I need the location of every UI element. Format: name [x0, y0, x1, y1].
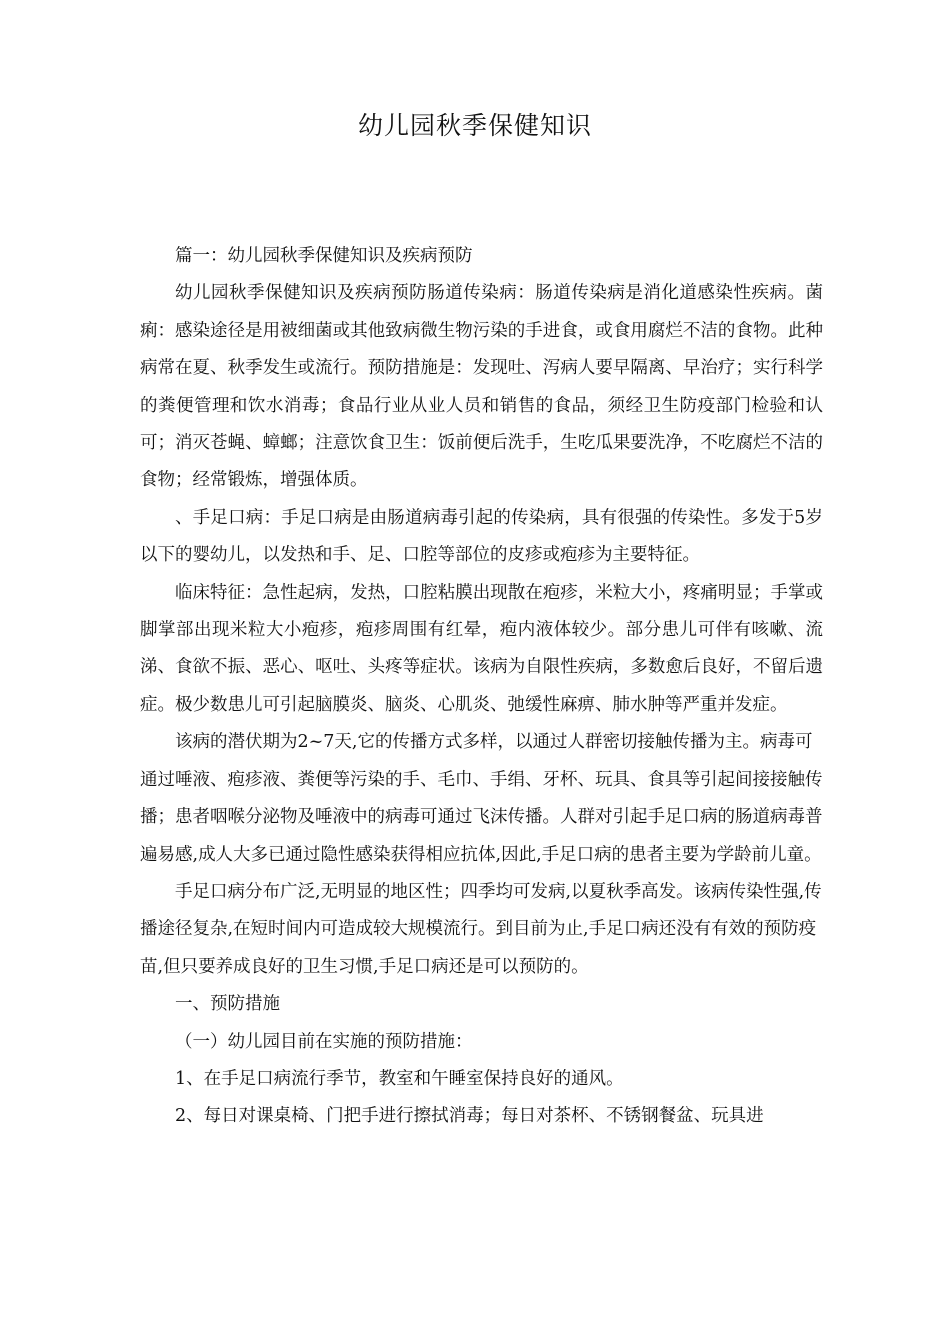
paragraph-hand-foot-mouth-intro: 、手足口病：手足口病是由肠道病毒引起的传染病，具有很强的传染性。多发于5岁以下的婴幼儿，以发热和手、足、口腔等部位的皮疹或疱疹为主要特征。	[140, 507, 823, 566]
list-item-ventilation: 1、在手足口病流行季节，教室和午睡室保持良好的通风。	[175, 1068, 624, 1089]
document-body	[140, 238, 823, 1136]
paragraph-clinical-features: 临床特征：急性起病，发热，口腔粘膜出现散在疱疹，米粒大小，疼痛明显；手掌或脚掌部出现米粒大小疱疹，疱疹周围有红晕，疱内液体较少。部分患儿可伴有咳嗽、流涕、食欲不振、恶心、呕吐、头疼等症状。该病为自限性疾病，多数愈后良好，不留后遗症。极少数患儿可引起脑膜炎、脑炎、心肌炎、弛缓性麻痹、肺水肿等严重并发症。	[140, 582, 823, 715]
paragraph-incubation-transmission: 该病的潜伏期为2~7天,它的传播方式多样，以通过人群密切接触传播为主。病毒可通过唾液、疱疹液、粪便等污染的手、毛巾、手绢、牙杯、玩具、食具等引起间接接触传播；患者咽喉分泌物及唾液中的病毒可通过飞沫传播。人群对引起手足口病的肠道病毒普遍易感,成人大多已通过隐性感染获得相应抗体,因此,手足口病的患者主要为学龄前儿童。	[140, 732, 823, 865]
list-item-disinfection: 2、每日对课桌椅、门把手进行擦拭消毒；每日对茶杯、不锈钢餐盆、玩具进	[175, 1106, 764, 1127]
section-heading-prevention: 一、预防措施	[175, 994, 280, 1015]
paragraph-distribution: 手足口病分布广泛,无明显的地区性；四季均可发病,以夏秋季高发。该病传染性强,传播途径复杂,在短时间内可造成较大规模流行。到目前为止,手足口病还没有有效的预防疫苗,但只要养成良好的卫生习惯,手足口病还是可以预防的。	[140, 881, 822, 977]
page-title: 幼儿园秋季保健知识	[357, 111, 592, 140]
subsection-heading-kindergarten-measures: （一）幼儿园目前在实施的预防措施：	[175, 1031, 473, 1052]
section-heading-part-one: 篇一：幼儿园秋季保健知识及疾病预防	[175, 246, 473, 266]
paragraph-intestinal-disease: 幼儿园秋季保健知识及疾病预防肠道传染病：肠道传染病是消化道感染性疾病。菌痢：感染途径是用被细菌或其他致病微生物污染的手进食，或食用腐烂不洁的食物。此种病常在夏、秋季发生或流行。预防措施是：发现吐、泻病人要早隔离、早治疗；实行科学的粪便管理和饮水消毒；食品行业从业人员和销售的食品，须经卫生防疫部门检验和认可；消灭苍蝇、蟑螂；注意饮食卫生：饭前便后洗手，生吃瓜果要洗净，不吃腐烂不洁的食物；经常锻炼，增强体质。	[140, 283, 823, 491]
